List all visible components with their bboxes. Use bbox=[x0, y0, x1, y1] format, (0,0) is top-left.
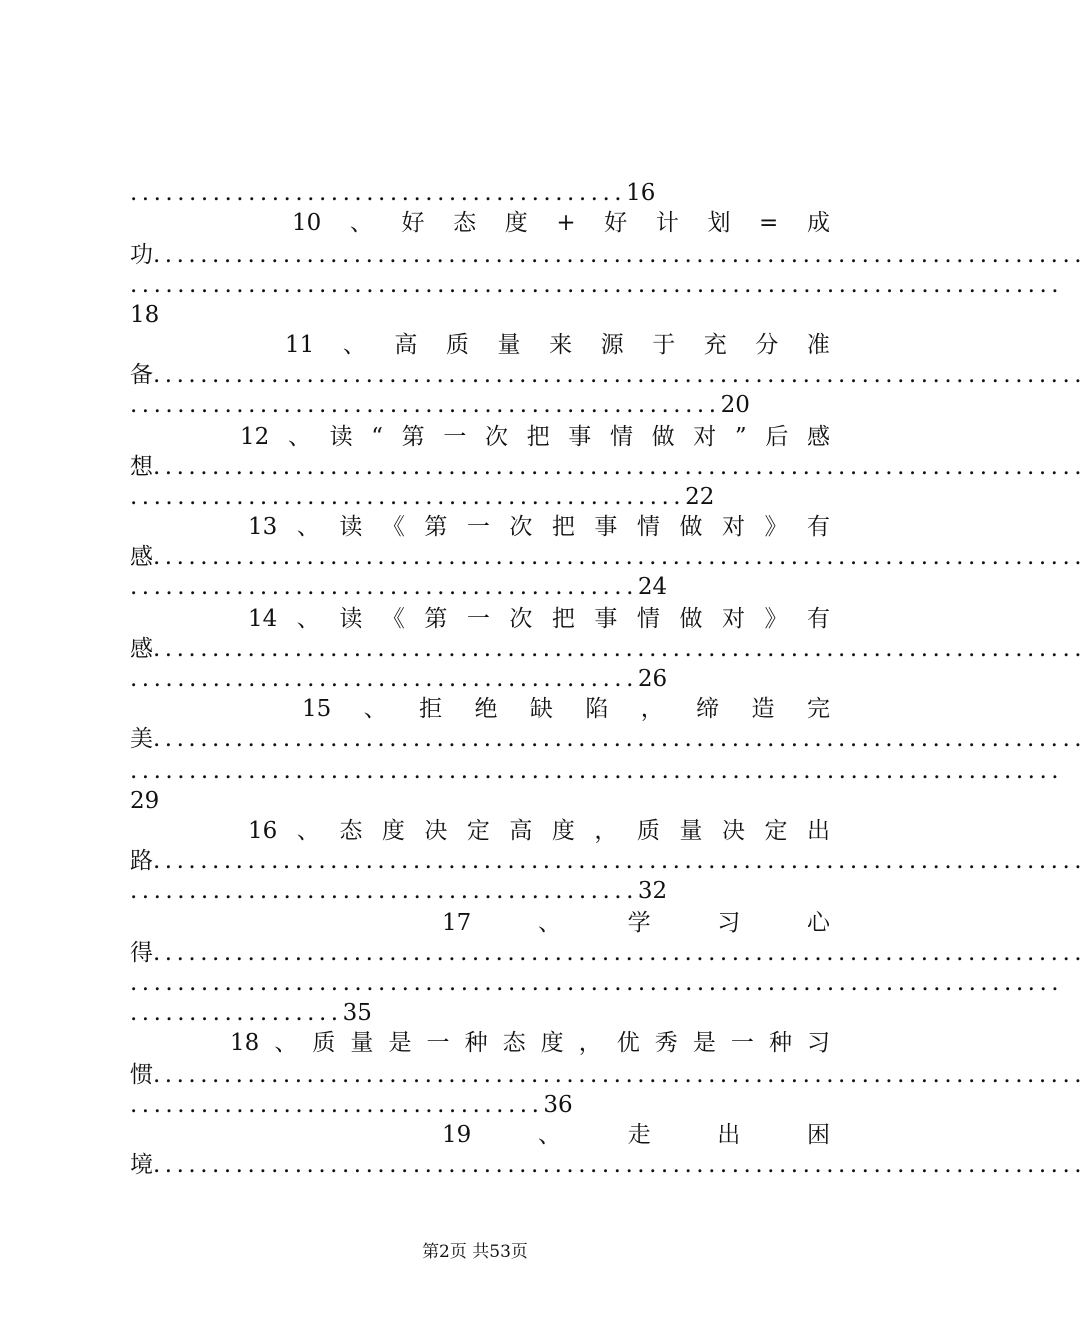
toc-title-char: 态 bbox=[502, 1030, 526, 1056]
toc-entry-10-dots: 功............................................................................... bbox=[130, 242, 1086, 268]
toc-title-char: 一 bbox=[443, 424, 467, 450]
toc-entry-12-title[interactable] bbox=[240, 422, 830, 452]
toc-title-char: 把 bbox=[551, 514, 575, 540]
toc-title-char: 定 bbox=[466, 818, 490, 844]
toc-page-10: 18 bbox=[130, 302, 160, 328]
toc-title-char: 读 bbox=[339, 606, 363, 632]
toc-title-char: 出 bbox=[717, 1122, 741, 1148]
toc-entry-15-dots-2: ............................................................................... bbox=[130, 758, 1064, 784]
toc-title-char: 做 bbox=[679, 514, 703, 540]
toc-entry-number: 17 bbox=[442, 910, 472, 936]
toc-entry-10-title[interactable] bbox=[292, 208, 830, 238]
toc-title-char: 做 bbox=[651, 424, 675, 450]
toc-title-char: ， bbox=[640, 696, 664, 722]
toc-title-char: 事 bbox=[594, 606, 618, 632]
toc-entry-number: 12 bbox=[240, 424, 270, 450]
toc-entry-separator: 、 bbox=[342, 332, 366, 358]
toc-entry-number: 14 bbox=[248, 606, 278, 632]
toc-title-char: 分 bbox=[755, 332, 779, 358]
toc-page-17: 35 bbox=[342, 1000, 372, 1026]
toc-title-char: 高 bbox=[394, 332, 418, 358]
toc-title-char: ， bbox=[594, 818, 618, 844]
toc-title-char: 情 bbox=[609, 424, 633, 450]
toc-entry-12-dots-2: ...............................................22 bbox=[130, 484, 715, 510]
toc-title-char: 第 bbox=[424, 514, 448, 540]
toc-title-char: 心 bbox=[806, 910, 830, 936]
toc-title-char: 是 bbox=[388, 1030, 412, 1056]
toc-title-char: 学 bbox=[627, 910, 651, 936]
toc-page-16: 32 bbox=[637, 878, 668, 904]
toc-entry-18-dots: 惯............................................................................... bbox=[130, 1062, 1086, 1088]
toc-title-char: 第 bbox=[424, 606, 448, 632]
toc-title-char: 情 bbox=[636, 606, 660, 632]
toc-entry-number: 19 bbox=[442, 1122, 472, 1148]
toc-title-char: 拒 bbox=[419, 696, 443, 722]
toc-title-char: 情 bbox=[636, 514, 660, 540]
toc-title-char: 做 bbox=[679, 606, 703, 632]
toc-entry-13-title[interactable] bbox=[248, 512, 830, 542]
toc-page-13: 24 bbox=[637, 574, 668, 600]
toc-entry-separator: 、 bbox=[537, 910, 561, 936]
toc-title-char: 缔 bbox=[696, 696, 720, 722]
toc-title-char: 决 bbox=[424, 818, 448, 844]
toc-title-char: 于 bbox=[652, 332, 676, 358]
toc-title-char: 次 bbox=[484, 424, 508, 450]
toc-title-char: 高 bbox=[509, 818, 533, 844]
toc-entry-19-title[interactable] bbox=[442, 1120, 830, 1150]
toc-title-char: 来 bbox=[549, 332, 573, 358]
toc-title-char: 是 bbox=[692, 1030, 716, 1056]
toc-page-9: 16 bbox=[626, 180, 656, 206]
toc-title-char: 划 bbox=[707, 210, 731, 236]
toc-title-char: 种 bbox=[464, 1030, 488, 1056]
toc-entry-separator: 、 bbox=[296, 606, 320, 632]
toc-entry-10-dots-2: ............................................................................... bbox=[130, 272, 1064, 298]
toc-entry-number: 16 bbox=[248, 818, 278, 844]
toc-title-char: 第 bbox=[401, 424, 425, 450]
toc-entry-number: 15 bbox=[302, 696, 332, 722]
toc-entry-13-dots: 感............................................................................... bbox=[130, 544, 1086, 570]
toc-entry-17-dots: 得............................................................................... bbox=[130, 940, 1086, 966]
toc-title-char: 质 bbox=[312, 1030, 336, 1056]
toc-title-char: 成 bbox=[806, 210, 830, 236]
toc-title-char: 源 bbox=[600, 332, 624, 358]
toc-title-char: 量 bbox=[679, 818, 703, 844]
toc-entry-16-dots-2: ...........................................32 bbox=[130, 878, 668, 904]
toc-title-char: “ bbox=[371, 424, 384, 450]
toc-title-char: + bbox=[556, 210, 576, 236]
toc-title-char: 有 bbox=[806, 514, 830, 540]
toc-entry-17-title[interactable] bbox=[442, 908, 830, 938]
toc-title-char: 后 bbox=[765, 424, 789, 450]
toc-title-char: 绝 bbox=[474, 696, 498, 722]
toc-title-char: 读 bbox=[339, 514, 363, 540]
toc-entry-17-dots-3: ..................35 bbox=[130, 1000, 372, 1026]
toc-entry-separator: 、 bbox=[296, 514, 320, 540]
toc-title-char: 困 bbox=[806, 1122, 830, 1148]
toc-title-char: 质 bbox=[445, 332, 469, 358]
toc-title-char: 缺 bbox=[529, 696, 553, 722]
toc-title-char: 《 bbox=[381, 514, 405, 540]
toc-title-char: 对 bbox=[721, 606, 745, 632]
toc-title-char: = bbox=[759, 210, 779, 236]
toc-title-char: 》 bbox=[764, 606, 788, 632]
toc-entry-14-dots-2: ...........................................26 bbox=[130, 666, 668, 692]
toc-title-char: 造 bbox=[751, 696, 775, 722]
toc-entry-separator: 、 bbox=[287, 424, 311, 450]
toc-title-char: 出 bbox=[806, 818, 830, 844]
toc-entry-16-title[interactable] bbox=[248, 816, 830, 846]
toc-title-char: ” bbox=[734, 424, 747, 450]
toc-title-char: 好 bbox=[604, 210, 628, 236]
toc-title-char: 习 bbox=[717, 910, 741, 936]
toc-title-char: 感 bbox=[807, 424, 830, 450]
toc-entry-separator: 、 bbox=[274, 1030, 298, 1056]
toc-title-char: 走 bbox=[627, 1122, 651, 1148]
toc-title-char: 态 bbox=[339, 818, 363, 844]
toc-title-char: 决 bbox=[721, 818, 745, 844]
toc-title-char: 度 bbox=[540, 1030, 564, 1056]
toc-title-char: 事 bbox=[568, 424, 592, 450]
toc-title-char: 计 bbox=[655, 210, 679, 236]
toc-entry-18-title[interactable] bbox=[230, 1028, 830, 1058]
toc-entry-separator: 、 bbox=[349, 210, 373, 236]
toc-title-char: 事 bbox=[594, 514, 618, 540]
toc-title-char: 一 bbox=[730, 1030, 754, 1056]
toc-title-char: 完 bbox=[806, 696, 830, 722]
toc-title-char: 有 bbox=[806, 606, 830, 632]
toc-entry-12-dots: 想............................................................................... bbox=[130, 454, 1086, 480]
toc-title-char: 对 bbox=[721, 514, 745, 540]
toc-entry-separator: 、 bbox=[363, 696, 387, 722]
toc-title-char: 把 bbox=[551, 606, 575, 632]
toc-title-char: 陷 bbox=[585, 696, 609, 722]
toc-title-char: 一 bbox=[426, 1030, 450, 1056]
toc-entry-14-title[interactable] bbox=[248, 604, 830, 634]
toc-page-15: 29 bbox=[130, 788, 160, 814]
toc-entry-number: 13 bbox=[248, 514, 278, 540]
toc-title-char: 准 bbox=[806, 332, 830, 358]
toc-title-char: 种 bbox=[768, 1030, 792, 1056]
toc-title-char: 量 bbox=[350, 1030, 374, 1056]
toc-title-char: 读 bbox=[329, 424, 353, 450]
toc-title-char: 度 bbox=[381, 818, 405, 844]
toc-entry-16-dots: 路............................................................................... bbox=[130, 848, 1086, 874]
toc-title-char: 优 bbox=[616, 1030, 640, 1056]
toc-title-char: 把 bbox=[526, 424, 550, 450]
toc-entry-14-dots: 感............................................................................... bbox=[130, 636, 1086, 662]
toc-entry-number: 10 bbox=[292, 210, 322, 236]
toc-entry-15-dots: 美............................................................................... bbox=[130, 726, 1086, 752]
toc-title-char: 度 bbox=[551, 818, 575, 844]
toc-title-char: 习 bbox=[806, 1030, 830, 1056]
toc-entry-18-dots-2: ...................................36 bbox=[130, 1092, 573, 1118]
toc-title-char: 态 bbox=[453, 210, 477, 236]
toc-page-14: 26 bbox=[637, 666, 668, 692]
toc-title-char: 充 bbox=[703, 332, 727, 358]
page-footer: 第2页 共53页 bbox=[422, 1242, 528, 1262]
toc-entry-number: 18 bbox=[230, 1030, 260, 1056]
toc-entry-11-dots: 备............................................................................... bbox=[130, 362, 1086, 388]
toc-entry-separator: 、 bbox=[296, 818, 320, 844]
toc-title-char: 好 bbox=[401, 210, 425, 236]
toc-page-11: 20 bbox=[720, 392, 750, 418]
toc-title-char: 次 bbox=[509, 514, 533, 540]
toc-title-char: 量 bbox=[497, 332, 521, 358]
toc-title-char: 》 bbox=[764, 514, 788, 540]
toc-title-char: 质 bbox=[636, 818, 660, 844]
toc-title-char: 次 bbox=[509, 606, 533, 632]
toc-title-char: 秀 bbox=[654, 1030, 678, 1056]
toc-title-char: 对 bbox=[693, 424, 717, 450]
toc-page-18: 36 bbox=[543, 1092, 573, 1118]
toc-entry-19-dots: 境............................................................................... bbox=[130, 1152, 1086, 1178]
toc-title-char: ， bbox=[578, 1030, 602, 1056]
toc-title-char: 度 bbox=[504, 210, 528, 236]
toc-entry-17-dots-2: ............................................................................... bbox=[130, 970, 1064, 996]
toc-page-12: 22 bbox=[685, 484, 715, 510]
toc-entry-13-dots-2: ...........................................24 bbox=[130, 574, 668, 600]
toc-title-char: 定 bbox=[764, 818, 788, 844]
toc-title-char: 一 bbox=[466, 514, 490, 540]
toc-entry-separator: 、 bbox=[537, 1122, 561, 1148]
toc-title-char: 《 bbox=[381, 606, 405, 632]
toc-line-9-tail: ..........................................16 bbox=[130, 180, 656, 206]
toc-entry-number: 11 bbox=[285, 332, 315, 358]
toc-entry-11-dots-2: ..................................................20 bbox=[130, 392, 750, 418]
toc-title-char: 一 bbox=[466, 606, 490, 632]
toc-entry-11-title[interactable] bbox=[285, 330, 830, 360]
toc-entry-15-title[interactable] bbox=[302, 694, 830, 724]
